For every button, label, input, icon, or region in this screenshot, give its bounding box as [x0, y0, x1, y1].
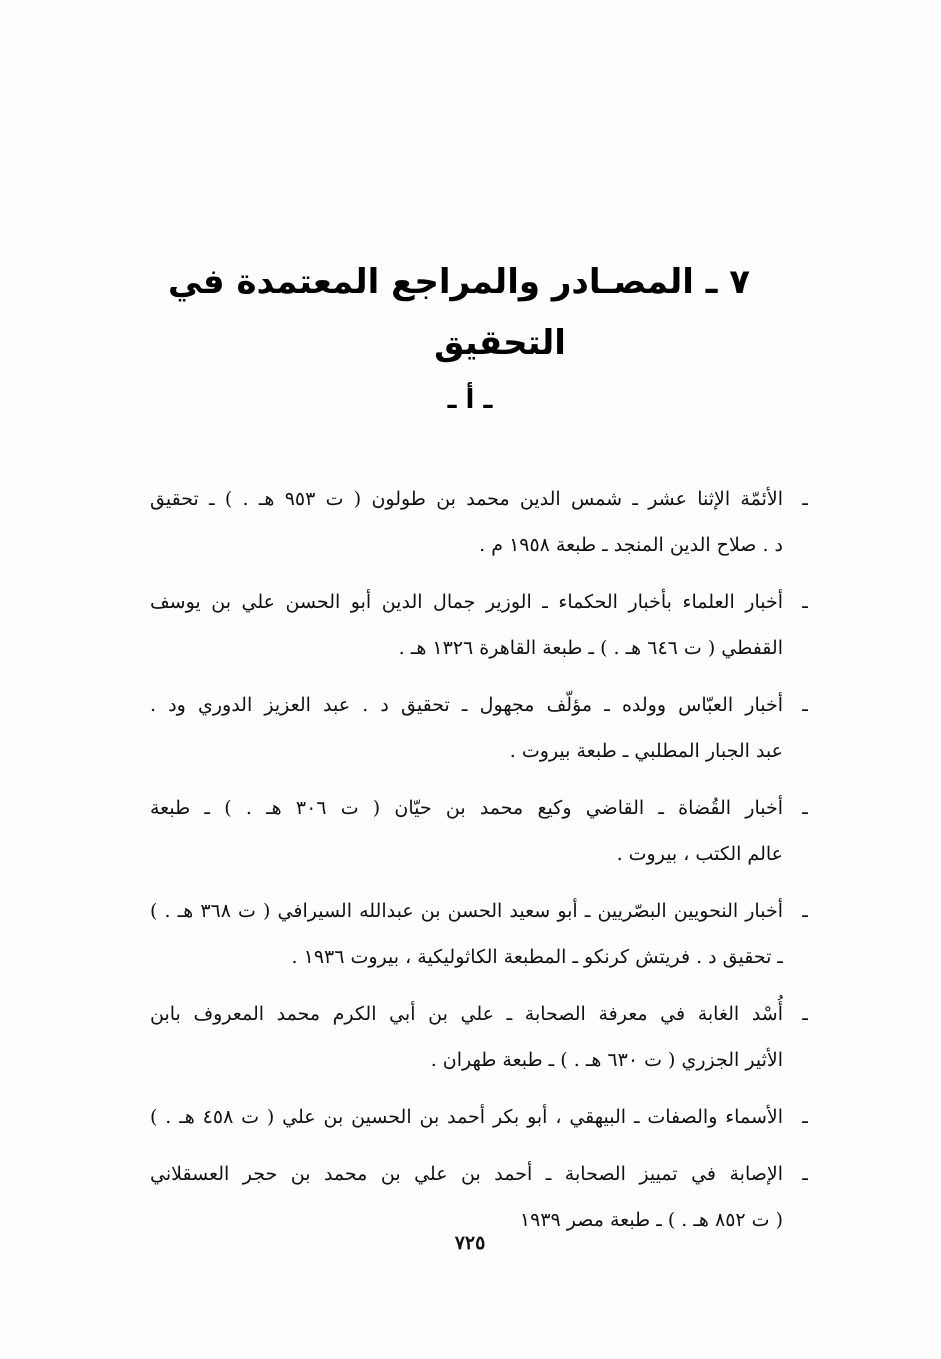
entry-line-2: عالم الكتب ، بيروت .: [616, 843, 783, 865]
bibliography-entry: [150, 476, 815, 568]
bibliography-entry: [150, 888, 815, 980]
chapter-heading-line-2: التحقيق: [434, 323, 566, 363]
entry-line-2: ( ت ٨٥٢ هـ . ) ـ طبعة مصر ١٩٣٩: [519, 1209, 783, 1231]
bibliography-entry: [150, 682, 815, 774]
section-letter: ـ أ ـ: [447, 385, 493, 415]
entry-dash: ـ: [802, 1106, 808, 1128]
entry-line-2: القفطي ( ت ٦٤٦ هـ . ) ـ طبعة القاهرة ١٣٢٦ هـ .: [398, 637, 783, 659]
bibliography-entry: [150, 579, 815, 671]
bibliography-entry: [150, 785, 815, 877]
entry-dash: ـ: [802, 1003, 808, 1025]
entry-line-1: الأئمّة الإثنا عشر ـ شمس الدين محمد بن طولون ( ت ٩٥٣ هـ . ) ـ تحقيق: [150, 488, 783, 510]
entry-line-1: أخبار العبّاس وولده ـ مؤلّف مجهول ـ تحقيق د . عبد العزيز الدوري ود .: [150, 694, 783, 716]
entry-line-1: أُسْد الغابة في معرفة الصحابة ـ علي بن أبي الكرم محمد المعروف بابن: [150, 1003, 783, 1025]
entry-line-1: أخبار القُضاة ـ القاضي وكيع محمد بن حيّان ( ت ٣٠٦ هـ . ) ـ طبعة: [150, 797, 783, 819]
entry-line-1: أخبار العلماء بأخبار الحكماء ـ الوزير جمال الدين أبو الحسن علي بن يوسف: [150, 591, 783, 613]
entry-line-2: عبد الجبار المطلبي ـ طبعة بيروت .: [509, 740, 783, 762]
entry-line-2: الأثير الجزري ( ت ٦٣٠ هـ . ) ـ طبعة طهران .: [430, 1049, 783, 1071]
entry-line-1: أخبار النحويين البصّريين ـ أبو سعيد الحسن بن عبدالله السيرافي ( ت ٣٦٨ هـ . ): [150, 900, 783, 922]
entry-line-2: ـ تحقيق د . فريتش كرنكو ـ المطبعة الكاثوليكية ، بيروت ١٩٣٦ .: [291, 946, 783, 968]
chapter-heading-line-1: ٧ ـ المصـادر والمراجع المعتمدة في: [167, 262, 750, 302]
entry-dash: ـ: [802, 797, 808, 819]
entry-dash: ـ: [802, 1163, 808, 1185]
entry-dash: ـ: [802, 900, 808, 922]
entry-dash: ـ: [802, 488, 808, 510]
bibliography-entry: [150, 1094, 815, 1140]
page-number: ٧٢٥: [454, 1232, 486, 1254]
entry-line-2: د . صلاح الدين المنجد ـ طبعة ١٩٥٨ م .: [479, 534, 783, 556]
entry-line-1: الإصابة في تمييز الصحابة ـ أحمد بن علي بن محمد بن حجر العسقلاني: [150, 1163, 783, 1185]
bibliography-list: [150, 476, 815, 1254]
entry-line-1: الأسماء والصفات ـ البيهقي ، أبو بكر أحمد بن الحسين بن علي ( ت ٤٥٨ هـ . ): [150, 1106, 783, 1128]
bibliography-entry: [150, 991, 815, 1083]
entry-dash: ـ: [802, 591, 808, 613]
bibliography-entry: [150, 1151, 815, 1243]
entry-dash: ـ: [802, 694, 808, 716]
